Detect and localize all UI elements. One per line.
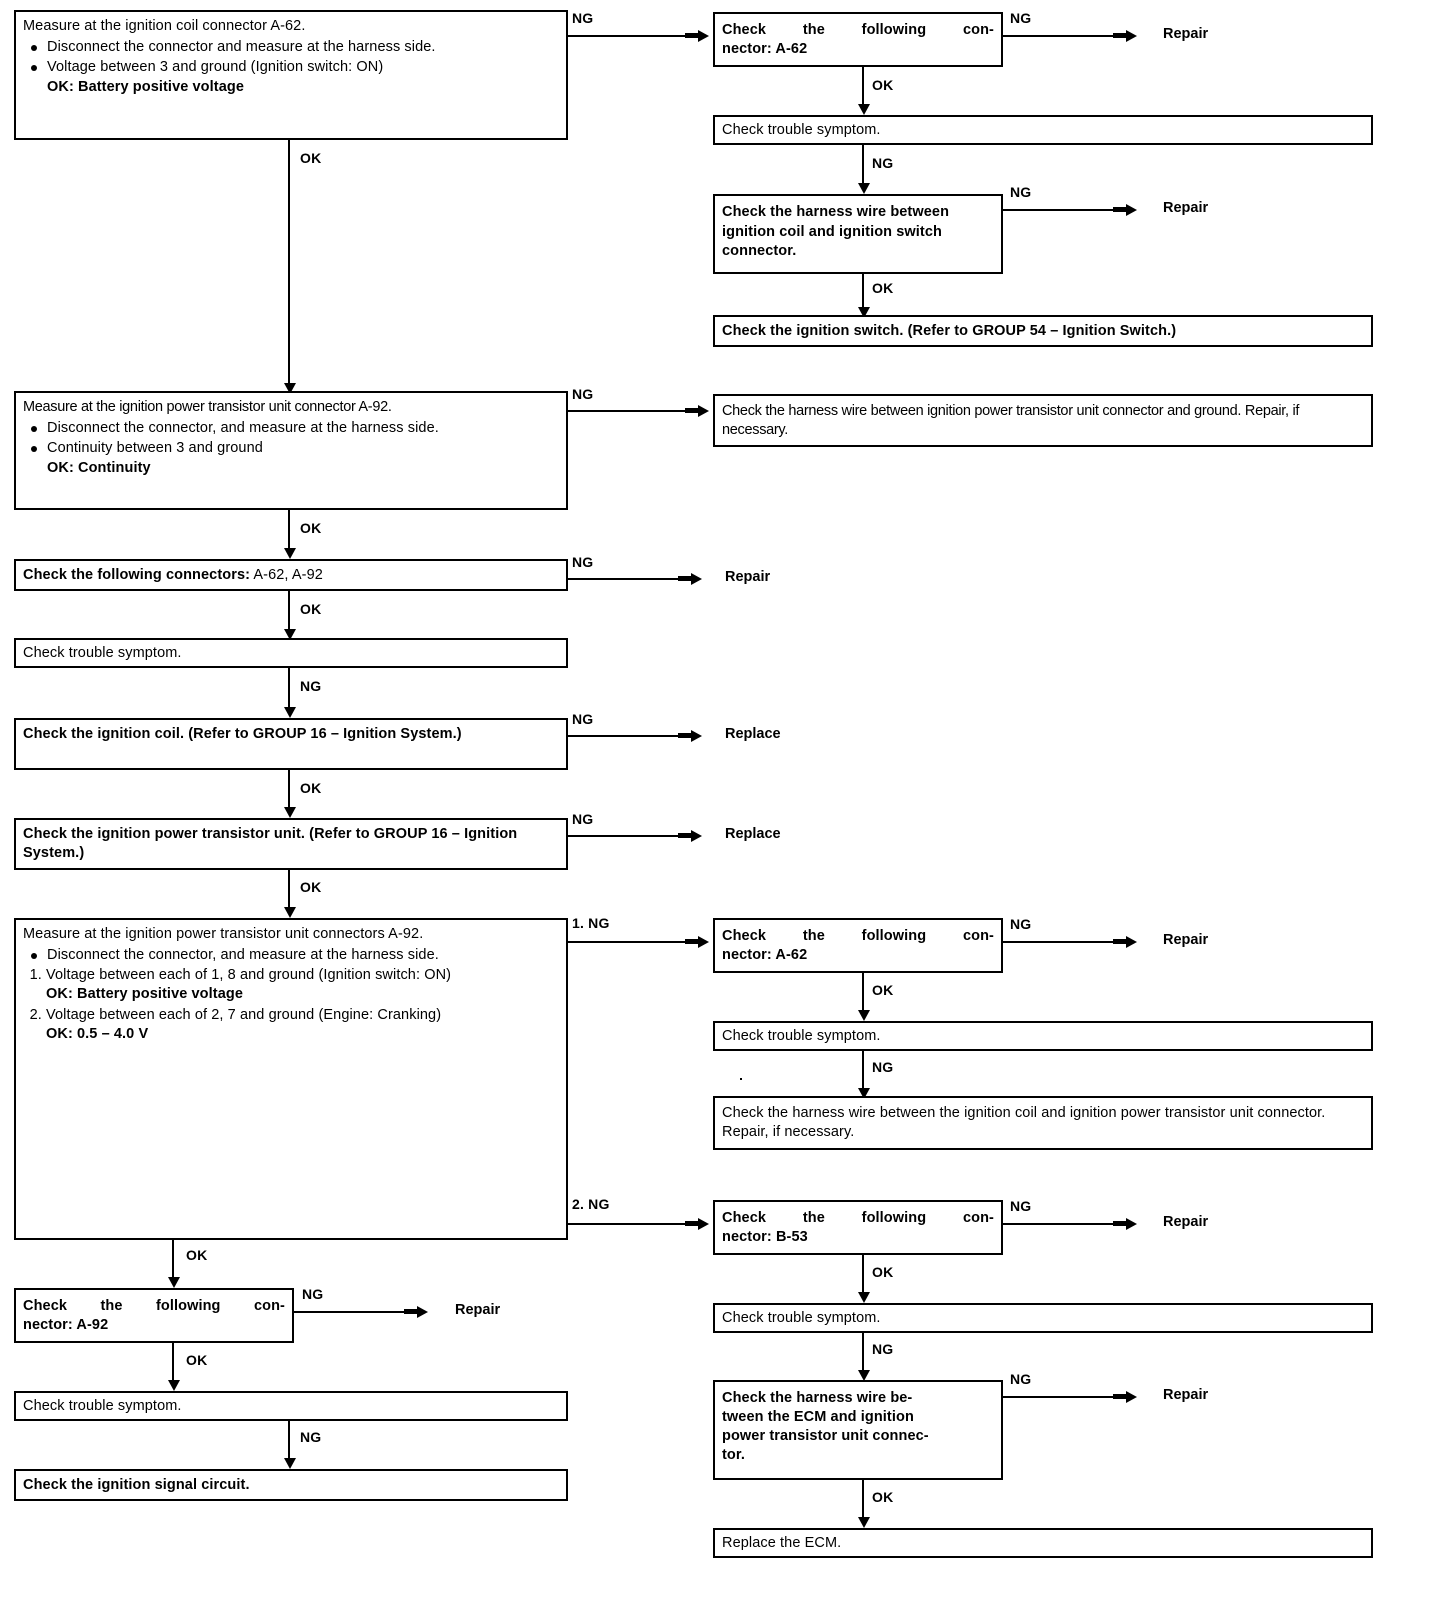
box-bullet: Voltage between 3 and ground (Ignition switch: ON) xyxy=(47,58,559,77)
edge-label-ok: OK xyxy=(186,1352,208,1368)
edge-arrowhead xyxy=(691,830,702,842)
edge-line xyxy=(294,1311,410,1313)
edge-line xyxy=(288,870,290,912)
edge-line xyxy=(288,1421,290,1463)
box-text: Check the ignition signal circuit. xyxy=(23,1477,250,1493)
edge-line xyxy=(862,1255,864,1297)
box-text: Check trouble symptom. xyxy=(23,645,182,661)
edge-label-ng-1: 1. NG xyxy=(572,915,610,931)
edge-line xyxy=(862,145,864,188)
edge-line xyxy=(568,835,684,837)
edge-label-ng: NG xyxy=(1010,1198,1032,1214)
box-result: OK: Continuity xyxy=(47,460,151,477)
edge-label-ng: NG xyxy=(1010,184,1032,200)
box-check-trouble-symptom-4 xyxy=(713,1303,1373,1333)
box-measure-power-transistor-a92 xyxy=(14,391,568,510)
edge-arrow-tail xyxy=(1113,1394,1127,1399)
box-text: Check the ignition coil. (Refer to GROUP 16 – Ignition System.) xyxy=(23,726,462,742)
edge-arrowhead xyxy=(691,730,702,742)
edge-arrowhead xyxy=(168,1277,180,1288)
edge-arrowhead xyxy=(698,936,709,948)
box-result: OK: Battery positive voltage xyxy=(46,986,243,1003)
edge-label-ng: NG xyxy=(300,1429,322,1445)
edge-label-ng-2: 2. NG xyxy=(572,1196,610,1212)
box-check-trouble-symptom-5 xyxy=(14,1391,568,1421)
edge-line xyxy=(862,1333,864,1375)
terminal-repair: Repair xyxy=(1163,26,1209,42)
box-line1: Check the following con- xyxy=(722,22,994,38)
box-line1: Check the harness wire between ignition coil and ignition switch connector. xyxy=(722,204,950,260)
box-check-ignition-coil xyxy=(14,718,568,770)
box-check-harness-to-ground xyxy=(713,394,1373,447)
box-bullet: Disconnect the connector and measure at the harness side. xyxy=(47,38,559,57)
edge-line xyxy=(568,941,693,943)
box-line2: tween the ECM and ignition xyxy=(722,1409,914,1426)
box-check-connector-a92 xyxy=(14,1288,294,1343)
box-measure-ignition-coil-connector xyxy=(14,10,568,140)
edge-arrowhead xyxy=(284,707,296,718)
edge-arrowhead xyxy=(284,807,296,818)
terminal-repair: Repair xyxy=(455,1302,501,1318)
box-item-text: Voltage between each of 2, 7 and ground (Engine: Cranking) xyxy=(46,1006,442,1023)
edge-label-ok: OK xyxy=(872,1489,894,1505)
box-check-ignition-signal-circuit xyxy=(14,1469,568,1501)
terminal-repair: Repair xyxy=(1163,200,1209,216)
box-heading: Measure at the ignition coil connector A-62. xyxy=(23,18,306,34)
edge-line xyxy=(288,668,290,712)
box-replace-ecm xyxy=(713,1528,1373,1558)
edge-label-ng: NG xyxy=(572,386,594,402)
edge-arrow-tail xyxy=(685,1221,699,1226)
edge-label-ng: NG xyxy=(872,155,894,171)
edge-line xyxy=(568,35,693,37)
edge-arrowhead xyxy=(858,183,870,194)
edge-line xyxy=(1003,35,1119,37)
edge-label-ok: OK xyxy=(872,280,894,296)
box-item xyxy=(46,1006,559,1044)
edge-arrowhead xyxy=(858,1292,870,1303)
box-check-harness-coil-to-transistor xyxy=(713,1096,1373,1150)
edge-arrowhead xyxy=(1126,936,1137,948)
edge-arrow-tail xyxy=(1113,33,1127,38)
edge-label-ok: OK xyxy=(186,1247,208,1263)
edge-label-ok: OK xyxy=(872,1264,894,1280)
box-line4: tor. xyxy=(722,1447,745,1464)
terminal-replace: Replace xyxy=(725,726,781,742)
box-text: Check trouble symptom. xyxy=(722,1310,881,1326)
edge-arrowhead xyxy=(1126,1391,1137,1403)
box-line2: nector: B-53 xyxy=(722,1229,808,1246)
edge-line xyxy=(568,735,684,737)
edge-label-ok: OK xyxy=(300,150,322,166)
edge-arrowhead xyxy=(858,1010,870,1021)
edge-arrow-tail xyxy=(1113,207,1127,212)
edge-label-ng: NG xyxy=(572,811,594,827)
box-check-trouble-symptom-3 xyxy=(713,1021,1373,1051)
box-heading: Measure at the ignition power transistor unit connectors A-92. xyxy=(23,926,424,942)
edge-label-ok: OK xyxy=(300,520,322,536)
edge-label-ng: NG xyxy=(300,678,322,694)
box-line2: nector: A-62 xyxy=(722,947,808,964)
edge-label-ok: OK xyxy=(872,77,894,93)
edge-line xyxy=(568,410,693,412)
box-line2: nector: A-62 xyxy=(722,41,808,58)
edge-arrowhead xyxy=(417,1306,428,1318)
terminal-repair: Repair xyxy=(1163,1214,1209,1230)
edge-line xyxy=(862,1480,864,1522)
box-heading: Measure at the ignition power transistor unit connector A-92. xyxy=(23,399,392,415)
edge-line xyxy=(1003,941,1119,943)
edge-line xyxy=(568,1223,693,1225)
terminal-repair: Repair xyxy=(1163,1387,1209,1403)
edge-arrow-tail xyxy=(1113,1221,1127,1226)
box-measure-power-transistor-connectors xyxy=(14,918,568,1240)
stray-dot xyxy=(740,1078,742,1080)
box-check-connector-a62-branch1 xyxy=(713,918,1003,973)
box-check-trouble-symptom-2 xyxy=(14,638,568,668)
edge-arrowhead xyxy=(1126,30,1137,42)
box-check-ignition-switch xyxy=(713,315,1373,347)
box-result: OK: Battery positive voltage xyxy=(47,79,244,96)
box-check-harness-ecm-to-transistor xyxy=(713,1380,1003,1480)
edge-label-ng: NG xyxy=(302,1286,324,1302)
box-text: Check trouble symptom. xyxy=(722,122,881,138)
edge-arrow-tail xyxy=(678,733,692,738)
edge-line xyxy=(288,510,290,553)
box-line1: Check the following con- xyxy=(23,1298,285,1314)
edge-line xyxy=(1003,1396,1119,1398)
terminal-repair: Repair xyxy=(1163,932,1209,948)
edge-line xyxy=(862,1051,864,1093)
edge-arrow-tail xyxy=(685,408,699,413)
edge-arrowhead xyxy=(698,405,709,417)
edge-arrowhead xyxy=(1126,1218,1137,1230)
edge-label-ng: NG xyxy=(1010,916,1032,932)
box-text: Replace the ECM. xyxy=(722,1535,842,1551)
box-bullet: Disconnect the connector, and measure at the harness side. xyxy=(47,946,559,965)
edge-label-ng: NG xyxy=(1010,1371,1032,1387)
edge-line xyxy=(288,591,290,634)
terminal-repair: Repair xyxy=(725,569,771,585)
box-text: Check the ignition switch. (Refer to GROUP 54 – Ignition Switch.) xyxy=(722,323,1177,339)
box-text: Check trouble symptom. xyxy=(722,1028,881,1044)
box-item xyxy=(46,966,559,1004)
box-check-connector-b53 xyxy=(713,1200,1003,1255)
edge-line xyxy=(862,67,864,109)
box-bullet: Continuity between 3 and ground xyxy=(47,439,559,458)
box-item-text: Voltage between each of 1, 8 and ground (Ignition switch: ON) xyxy=(46,967,452,984)
edge-arrowhead xyxy=(858,104,870,115)
edge-line xyxy=(1003,1223,1119,1225)
box-result: OK: 0.5 – 4.0 V xyxy=(46,1025,149,1042)
edge-arrowhead xyxy=(284,907,296,918)
edge-arrowhead xyxy=(284,1458,296,1469)
edge-label-ng: NG xyxy=(872,1341,894,1357)
edge-arrowhead xyxy=(1126,204,1137,216)
box-bullet: Disconnect the connector, and measure at the harness side. xyxy=(47,419,559,438)
edge-label-ng: NG xyxy=(1010,10,1032,26)
terminal-replace: Replace xyxy=(725,826,781,842)
edge-arrow-tail xyxy=(678,833,692,838)
box-check-harness-coil-switch xyxy=(713,194,1003,274)
edge-line xyxy=(288,140,290,390)
box-text: Check the harness wire between ignition power transistor unit connector and ground. Repair, if necessary. xyxy=(722,403,1300,439)
edge-line xyxy=(1003,209,1119,211)
edge-arrow-tail xyxy=(1113,939,1127,944)
edge-line xyxy=(862,973,864,1015)
edge-label-ng: NG xyxy=(572,10,594,26)
edge-line xyxy=(172,1240,174,1282)
edge-line xyxy=(568,578,684,580)
edge-label-ng: NG xyxy=(872,1059,894,1075)
box-line1: Check the following con- xyxy=(722,1210,994,1226)
box-text: Check the harness wire between the ignition coil and ignition power transistor unit connector. Repair, if necessary. xyxy=(722,1105,1326,1141)
box-line3: power transistor unit connec- xyxy=(722,1428,929,1445)
edge-arrowhead xyxy=(698,1218,709,1230)
edge-arrow-tail xyxy=(685,33,699,38)
edge-arrow-tail xyxy=(678,576,692,581)
box-line1: Check the following con- xyxy=(722,928,994,944)
box-text: Check the ignition power transistor unit. (Refer to GROUP 16 – Ignition System.) xyxy=(23,826,518,862)
box-text-normal: A-62, A-92 xyxy=(250,567,323,583)
box-check-connector-a62-top xyxy=(713,12,1003,67)
edge-line xyxy=(172,1343,174,1385)
edge-arrowhead xyxy=(698,30,709,42)
edge-label-ok: OK xyxy=(300,780,322,796)
box-line2: nector: A-92 xyxy=(23,1317,109,1334)
box-line1: Check the harness wire be- xyxy=(722,1390,913,1406)
edge-label-ok: OK xyxy=(300,879,322,895)
edge-label-ng: NG xyxy=(572,554,594,570)
edge-arrowhead xyxy=(168,1380,180,1391)
edge-label-ng: NG xyxy=(572,711,594,727)
edge-arrowhead xyxy=(858,1517,870,1528)
box-check-power-transistor-unit xyxy=(14,818,568,870)
edge-label-ok: OK xyxy=(872,982,894,998)
edge-label-ok: OK xyxy=(300,601,322,617)
box-text-bold: Check the following connectors: xyxy=(23,567,251,583)
edge-arrow-tail xyxy=(685,939,699,944)
edge-line xyxy=(288,770,290,812)
edge-arrowhead xyxy=(691,573,702,585)
box-check-connectors-a62-a92 xyxy=(14,559,568,591)
edge-arrowhead xyxy=(284,548,296,559)
edge-arrow-tail xyxy=(404,1309,418,1314)
box-check-trouble-symptom-1 xyxy=(713,115,1373,145)
box-text: Check trouble symptom. xyxy=(23,1398,182,1414)
